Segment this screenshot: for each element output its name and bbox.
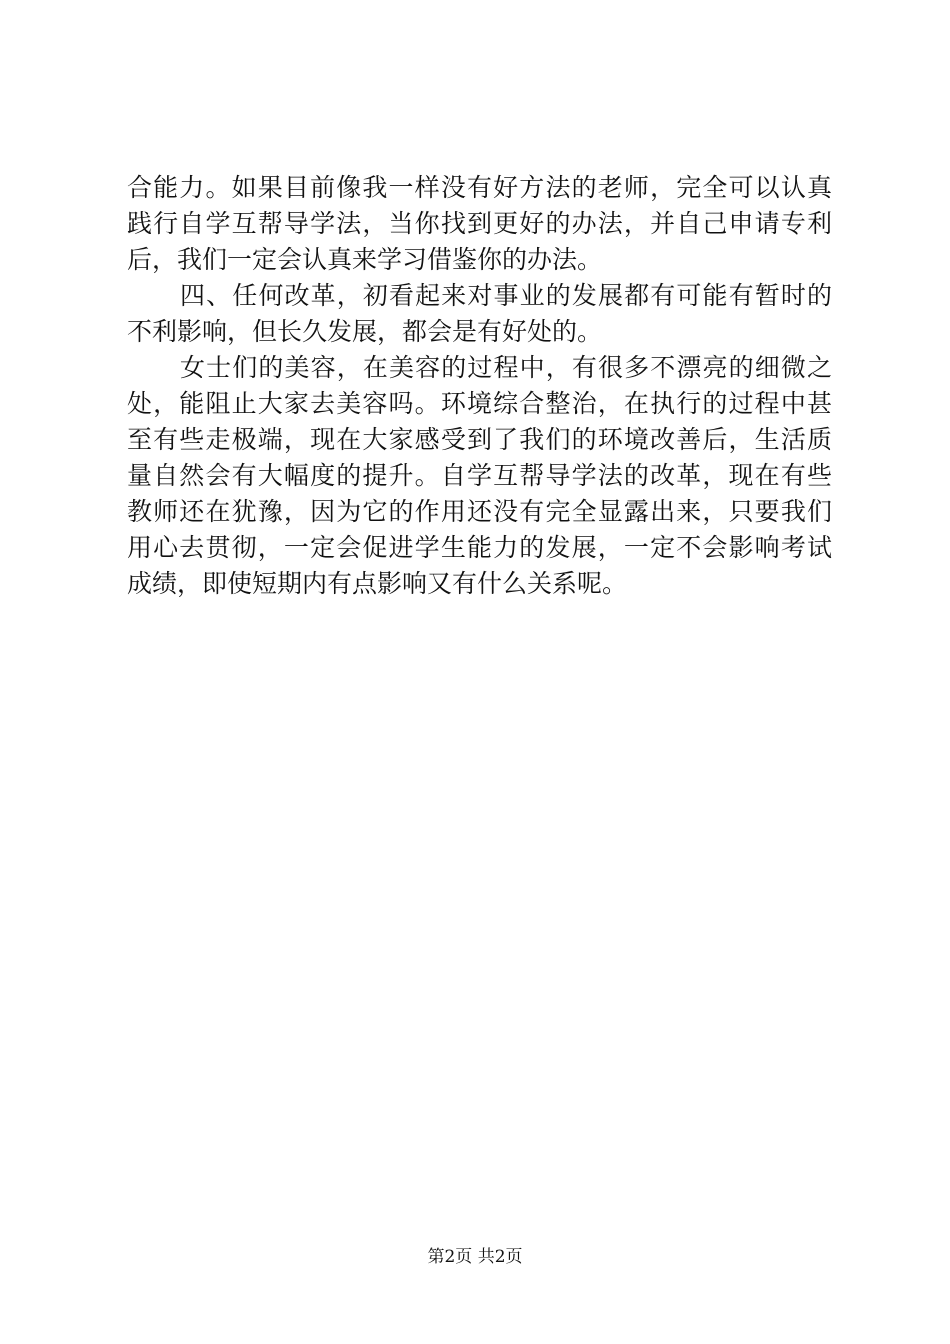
- text-line: 践行自学互帮导学法，当你找到更好的办法，并自己申请专利: [127, 209, 832, 238]
- text-line: 合能力。如果目前像我一样没有好方法的老师，完全可以认真: [127, 173, 832, 202]
- text-line: 后，我们一定会认真来学习借鉴你的办法。: [127, 245, 603, 274]
- text-line: 教师还在犹豫，因为它的作用还没有完全显露出来，只要我们: [127, 497, 832, 526]
- text-line: 不利影响，但长久发展，都会是有好处的。: [127, 317, 603, 346]
- text-line: 至有些走极端，现在大家感受到了我们的环境改善后，生活质: [127, 425, 832, 454]
- text-line: 用心去贯彻，一定会促进学生能力的发展，一定不会影响考试: [127, 533, 832, 562]
- text-line: 女士们的美容，在美容的过程中，有很多不漂亮的细微之: [180, 353, 832, 382]
- text-line: 四、任何改革，初看起来对事业的发展都有可能有暂时的: [180, 281, 832, 310]
- text-line: 处，能阻止大家去美容吗。环境综合整治，在执行的过程中甚: [127, 389, 832, 418]
- text-line: 成绩，即使短期内有点影响又有什么关系呢。: [127, 569, 628, 598]
- text-line: 量自然会有大幅度的提升。自学互帮导学法的改革，现在有些: [127, 461, 832, 490]
- document-body: [127, 170, 832, 602]
- page-number-footer: 第2页 共2页: [427, 1247, 523, 1267]
